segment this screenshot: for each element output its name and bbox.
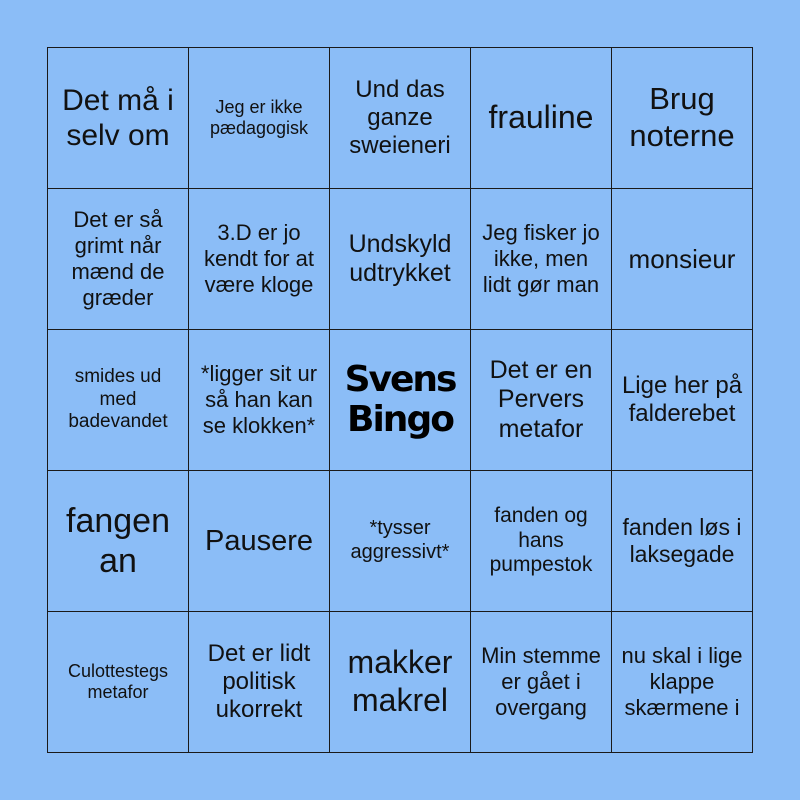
bingo-cell-23[interactable] [330, 612, 471, 753]
cell-text: Jeg er ikke pædagogisk [209, 96, 309, 138]
cell-text: Undskyld udtrykket [348, 229, 452, 287]
cell-text: Pausere [204, 524, 313, 557]
bingo-cell-15[interactable] [612, 330, 753, 471]
cell-text: frauline [488, 99, 594, 136]
bingo-board [47, 47, 753, 753]
free-space-title [330, 330, 471, 471]
bingo-cell-3[interactable] [330, 48, 471, 189]
bingo-cell-17[interactable] [189, 471, 330, 612]
bingo-cell-4[interactable] [471, 48, 612, 189]
cell-text: nu skal i lige klappe skærmene i [621, 643, 743, 720]
cell-text: Jeg fisker jo ikke, men lidt gør man [482, 220, 600, 297]
cell-text: fanden løs i laksegade [622, 513, 742, 567]
bingo-cell-12[interactable] [189, 330, 330, 471]
cell-text: fanden og hans pumpestok [489, 503, 593, 577]
bingo-cell-18[interactable] [330, 471, 471, 612]
bingo-cell-8[interactable] [330, 189, 471, 330]
bingo-cell-7[interactable] [189, 189, 330, 330]
cell-text: Culottestegs metafor [67, 660, 169, 702]
bingo-cell-5[interactable] [612, 48, 753, 189]
cell-text: fangen an [66, 501, 170, 580]
cell-text: smides ud med badevandet [68, 366, 168, 433]
cell-text: monsieur [628, 243, 736, 274]
bingo-cell-21[interactable] [48, 612, 189, 753]
cell-text: Det må i selv om [62, 83, 174, 152]
cell-text: Und das ganze sweieneri [349, 75, 451, 160]
bingo-cell-16[interactable] [48, 471, 189, 612]
bingo-cell-11[interactable] [48, 330, 189, 471]
cell-text: Lige her på falderebet [621, 371, 743, 427]
cell-text: *ligger sit ur så han kan se klokken* [200, 361, 318, 438]
bingo-cell-22[interactable] [189, 612, 330, 753]
bingo-cell-20[interactable] [612, 471, 753, 612]
bingo-cell-9[interactable] [471, 189, 612, 330]
bingo-cell-19[interactable] [471, 471, 612, 612]
cell-text: Det er lidt politisk ukorrekt [207, 639, 311, 724]
bingo-cell-2[interactable] [189, 48, 330, 189]
bingo-cell-14[interactable] [471, 330, 612, 471]
free-space-text: Svens Bingo [344, 359, 456, 440]
cell-text: Brug noterne [629, 81, 735, 153]
bingo-cell-25[interactable] [612, 612, 753, 753]
cell-text: 3.D er jo kendt for at være kloge [203, 220, 315, 297]
cell-text: Det er så grimt når mænd de græder [71, 207, 165, 310]
cell-text: *tysser aggressivt* [350, 517, 450, 563]
cell-text: Det er en Pervers metafor [489, 355, 593, 443]
bingo-cell-24[interactable] [471, 612, 612, 753]
bingo-cell-6[interactable] [48, 189, 189, 330]
cell-text: Min stemme er gået i overgang [481, 643, 601, 720]
bingo-cell-1[interactable] [48, 48, 189, 189]
cell-text: makker makrel [347, 644, 453, 718]
bingo-cell-10[interactable] [612, 189, 753, 330]
